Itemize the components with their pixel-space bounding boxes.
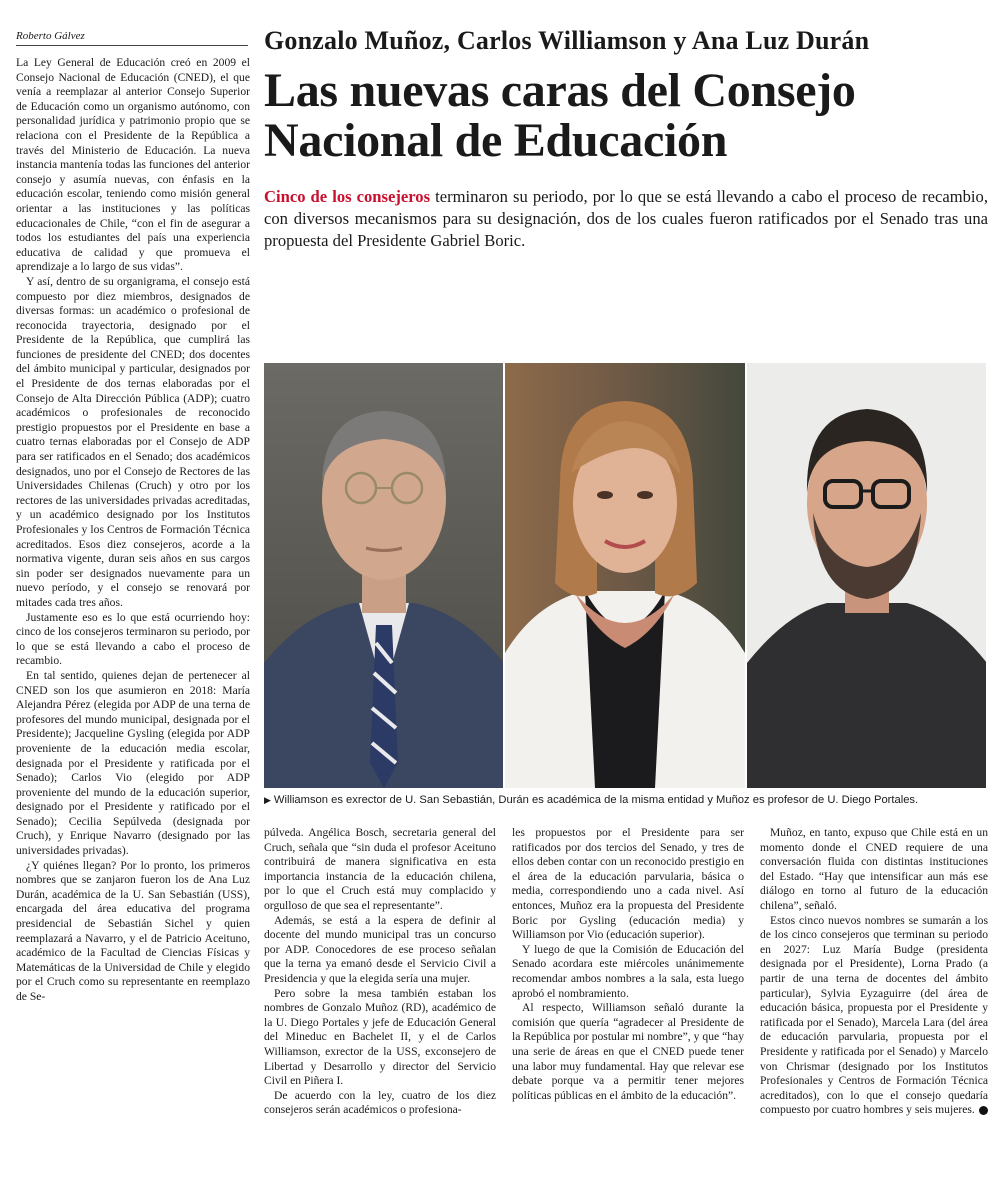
paragraph: Y luego de que la Comisión de Educación del Senado acordara este miércoles unánimemente recomendar ambos nombres a la sala, esta luego aprobó el nombramiento.: [512, 942, 744, 1000]
caption-text: Williamson es exrector de U. San Sebastián, Durán es académica de la misma entidad y Muñoz es profesor de U. Diego Portales.: [273, 794, 919, 806]
paragraph: En tal sentido, quienes dejan de pertenecer al CNED son los que asumieron en 2018: María Alejandra Pérez (elegida por ADP de una terna de profesores del mundo municipal, designada por el Presidente); Jacqueline Gysling (elegida por ADP proveniente de la educación media escolar, designada por el Presidente y ratificada por el Senado); Carlos Vio (elegido por ADP proveniente del mundo de la educación superior, designado por el Presidente y ratificado por el Senado); Cecilia Sepúlveda (designada por Cruch), y Enrique Navarro (designado por las universidades privadas).: [16, 668, 250, 858]
paragraph: Al respecto, Williamson señaló durante la comisión que quería “agradecer al Presidente de la República por postular mi nombre”, y que “hay una serie de áreas en que el CNED puede tener una labor muy fundamental. Hay que relevar ese debate porque va a permitir tener mejores políticas públicas en el ámbito de la educación”.: [512, 1001, 744, 1102]
portrait-man-glasses-image: [747, 363, 986, 788]
overline-names: Gonzalo Muñoz, Carlos Williamson y Ana Luz Durán: [264, 26, 870, 55]
paragraph: Justamente eso es lo que está ocurriendo hoy: cinco de los consejeros terminaron su periodo, por lo que se está llevando a cabo el proceso de recambio.: [16, 610, 250, 668]
photo-duran: [505, 363, 744, 788]
photo-munoz: [747, 363, 986, 788]
end-of-article-icon: [979, 1106, 988, 1115]
paragraph: De acuerdo con la ley, cuatro de los diez consejeros serán académicos o profesiona-: [264, 1088, 496, 1117]
paragraph: [760, 914, 988, 1118]
paragraph: púlveda. Angélica Bosch, secretaria general del Cruch, señala que “sin duda el profesor Aceituno contribuirá de manera significativa en esta importancia instancia de la educación chilena, por lo que el Cruch está muy complacido y orgulloso de que sea el representante”.: [264, 826, 496, 912]
paragraph: Además, se está a la espera de definir al docente del mundo municipal tras un concurso por ADP. Conocedores de ese proceso señalan que la terna ya emanó desde el Servicio Civil a Presidencia y que la elegida sería una mujer.: [264, 913, 496, 985]
paragraph: ¿Y quiénes llegan? Por lo pronto, los primeros nombres que se zanjaron fueron los de Ana Luz Durán, académica de la U. San Sebastián (USS), encargada del área educativa del programa presidencial de Sebastián Sichel y quien reemplazará a Navarro, y el de Patricio Aceituno, académico de la Facultad de Ciencias Físicas y Matemáticas de la Universidad de Chile y elegido por el Cruch como su representante en reemplazo de Se-: [16, 858, 250, 1003]
photo-williamson: [264, 363, 503, 788]
paragraph-text: Estos cinco nuevos nombres se sumarán a los de los cinco consejeros que terminan su periodo en 2027: Luz María Budge (presidenta designada por el Presidente), Lorna Prado (a partir de una terna de docentes del ámbito particular), Sylvia Eyzaguirre (del área de educación básica, propuesta por el Presidente y ratificada por el Senado), Marcela Lara (del área de educación parvularia, propuesta por el Presidente y ratificada por el Senado) y Marcelo von Chrismar (designado por los Institutos Profesionales y Centros de Formación Técnica acreditados), con lo que el consejo quedaría compuesto por cuatro hombres y seis mujeres.: [760, 913, 988, 1117]
paragraph: Y así, dentro de su organigrama, el consejo está compuesto por diez miembros, designados de diversas formas: un académico o profesional de reconocida trayectoria, designado por el Presidente de la República, que cumplirá las funciones de presidente del CNED; dos docentes del ámbito municipal y particular, designados por el Presidente de dos ternas elaboradas por el Consejo de Alta Dirección Pública (ADP); cuatro académicos o profesionales de reconocido prestigio propuestos por el Presidente en base a cuatro ternas elaboradas por el Consejo de ADP para ser ratificados en el Senado; dos académicos designados, uno por el Consejo de Rectores de las Universidades Chilenas (Cruch) y otro por los rectores de las universidades privadas acreditadas, y un académico designado por los Institutos Profesionales y los Centros de Formación Técnica acreditados. Esos diez consejeros, acorde a la normativa vigente, duran seis años en sus cargos sin poder ser designados nuevamente para un nuevo período, y el consejo se renovará por mitades cada tres años.: [16, 274, 250, 609]
author-byline: Roberto Gálvez: [16, 30, 248, 46]
lead-kicker: Cinco de los consejeros: [264, 187, 431, 206]
article-column-4: [760, 826, 988, 1118]
paragraph: les propuestos por el Presidente para ser ratificados por dos tercios del Senado, y tres de ellos deben contar con un reconocido prestigio en el área de la educación parvularia, básica o media, correspondiendo uno a cada nivel. Así entonces, Muñoz era la propuesta del Presidente Boric por Gysling (educación media) y Williamson por Vio (educación superior).: [512, 826, 744, 942]
article-column-3: [512, 826, 744, 1103]
lead-paragraph: [264, 186, 988, 252]
paragraph: Muñoz, en tanto, expuso que Chile está en un momento donde el CNED requiere de una conversación fluida con distintas instituciones del Estado. “Hay que intensificar aun más ese diálogo en torno al futuro de la educación chilena”, señaló.: [760, 826, 988, 912]
photo-strip: [264, 363, 986, 788]
photo-caption: [264, 794, 988, 806]
portrait-woman-image: [505, 363, 744, 788]
paragraph: Pero sobre la mesa también estaban los nombres de Gonzalo Muñoz (RD), académico de la U. Diego Portales y jefe de Educación General del Mineduc en Bachelet II, y el de Carlos Williamson, exrector de la USS, exconsejero de Libertad y Desarrollo y director del Servicio Civil en Piñera I.: [264, 986, 496, 1088]
lead-text: terminaron su periodo, por lo que se está llevando a cabo el proceso de recambio, con diversos mecanismos para su designación, dos de los cuales fueron ratificados por el Senado tras una propuesta del Presidente Gabriel Boric.: [264, 187, 988, 250]
article-column-1: [16, 56, 250, 1005]
article-column-2: [264, 826, 496, 1118]
headline: Las nuevas caras del Consejo Nacional de Educación: [264, 64, 856, 167]
caption-triangle-icon: ▶: [264, 795, 271, 805]
portrait-man-suit-image: [264, 363, 503, 788]
paragraph: La Ley General de Educación creó en 2009 el Consejo Nacional de Educación (CNED), el que venía a reemplazar al anterior Consejo Superior de Educación como un organismo autónomo, con personalidad jurídica y patrimonio propio que se relaciona con el Presidente de la República a través del Ministerio de Educación. La nueva instancia mantenía todas las funciones del anterior consejo y asumía nuevas, con énfasis en la educación escolar, teniendo como misión general orientar a las instituciones y las políticas educacionales de Chile, “con el fin de asegurar a todos los estudiantes del país una experiencia educativa de calidad y que promueva el aprendizaje a lo largo de sus vidas”.: [16, 56, 250, 274]
